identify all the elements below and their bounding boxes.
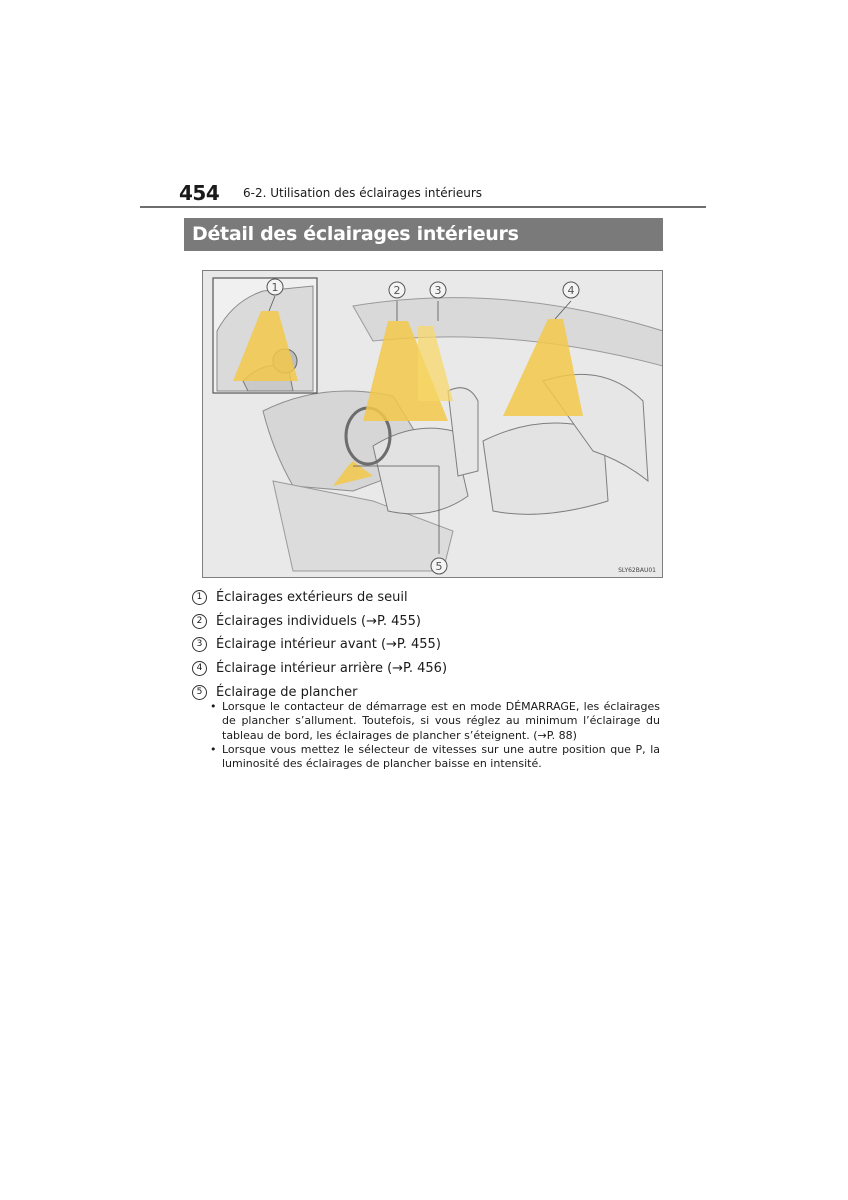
note-text: Lorsque le contacteur de démarrage est en mode DÉMARRAGE, les éclairages de plancher s’allument. Toutefois, si vous réglez au minimum l’éclairage du tableau de bord, les éclairages de plancher s’éteignent. (→P. 88) <box>222 700 660 742</box>
image-code: SLY62BAU01 <box>618 567 656 574</box>
page-header <box>0 0 848 210</box>
legend-text: Éclairages individuels (→P. 455) <box>216 613 421 629</box>
callout-1: 1 <box>271 281 279 294</box>
callout-4: 4 <box>567 284 575 297</box>
legend-text: Éclairage de plancher <box>216 684 358 700</box>
page-number: 454 <box>179 181 220 205</box>
legend-item <box>192 610 662 634</box>
bullet-icon: • <box>210 742 217 756</box>
legend-item <box>192 586 662 610</box>
note-item <box>210 743 660 772</box>
number-circle: 4 <box>192 661 207 676</box>
legend-list <box>192 586 662 704</box>
chapter-title: 6-2. Utilisation des éclairages intérieurs <box>243 186 483 200</box>
car-interior-drawing <box>203 271 663 578</box>
number-circle: 3 <box>192 637 207 652</box>
header-divider <box>140 206 706 208</box>
note-item <box>210 700 660 743</box>
number-circle: 2 <box>192 614 207 629</box>
interior-lights-illustration <box>202 270 663 578</box>
section-heading: Détail des éclairages intérieurs <box>184 218 663 251</box>
legend-text: Éclairage intérieur avant (→P. 455) <box>216 637 441 653</box>
legend-text: Éclairage intérieur arrière (→P. 456) <box>216 661 448 677</box>
legend-text: Éclairages extérieurs de seuil <box>216 590 408 606</box>
callout-2: 2 <box>393 284 401 297</box>
callout-3: 3 <box>434 284 442 297</box>
notes-list <box>210 700 660 771</box>
bullet-icon: • <box>210 700 217 713</box>
note-text: Lorsque vous mettez le sélecteur de vitesses sur une autre position que P, la luminosité des éclairages de plancher baisse en intensité. <box>222 742 660 771</box>
legend-item <box>192 633 662 657</box>
number-circle: 5 <box>192 685 207 700</box>
legend-item <box>192 657 662 681</box>
number-circle: 1 <box>192 590 207 605</box>
callout-5: 5 <box>435 560 443 573</box>
